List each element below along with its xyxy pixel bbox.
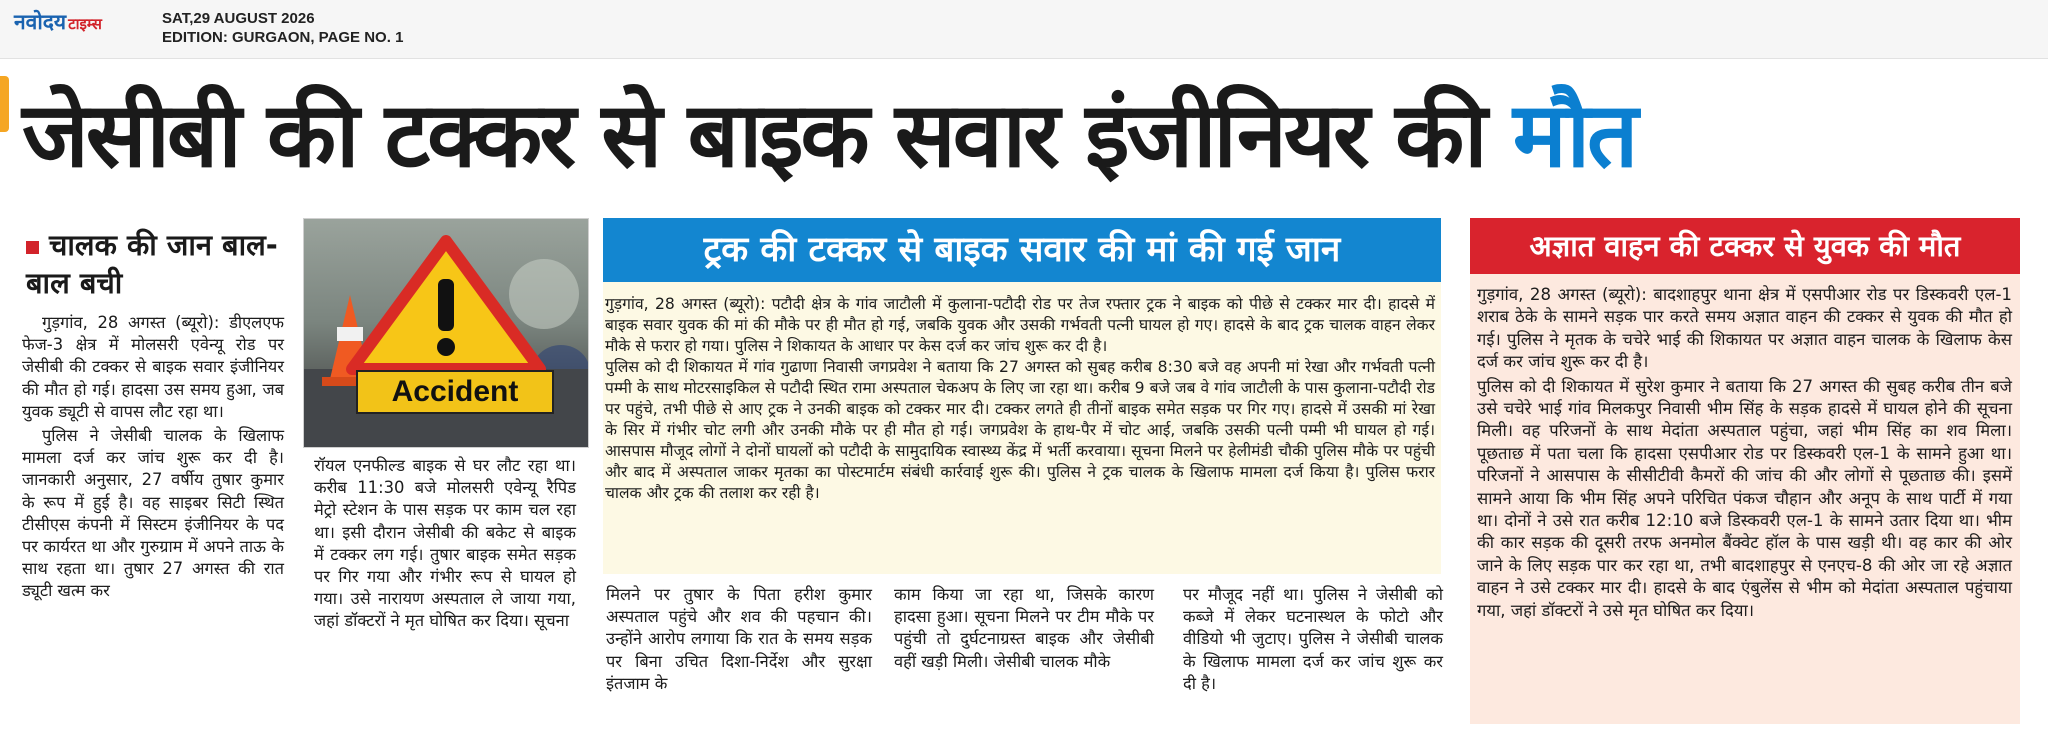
- story1-para-3: रॉयल एनफील्ड बाइक से घर लौट रहा था। करीब 11:30 बजे मोलसरी एवेन्यू रैपिड मेट्रो स्टेशन के पास सड़क पर काम चल रहा था। इसी दौरान जेसीबी की बकेट से बाइक में टक्कर लग गई। तुषार बाइक समेत सड़क पर गिर गया और गंभीर रूप से घायल हो गया। उसे नारायण अस्पताल ले जाया गया, जहां डॉक्टरों ने मृत घोषित कर दिया। सूचना: [314, 456, 576, 631]
- story1-subhead-text: चालक की जान बाल-बाल बची: [26, 228, 278, 300]
- story1-para-2: पुलिस ने जेसीबी चालक के खिलाफ मामला दर्ज कर जांच शुरू कर दी है। जानकारी अनुसार, 27 वर्षीय तुषार कुमार के रूप में हुई है। वह साइबर सिटी स्थित टीसीएस कंपनी में सिस्टम इंजीनियर के पद पर कार्यरत था और गुरुग्राम में अपने ताऊ के साथ रहता था। तुषार 27 अगस्त की रात ड्यूटी खत्म कर: [22, 426, 284, 601]
- story2-body: [605, 294, 1435, 504]
- accident-label: Accident: [356, 370, 554, 414]
- bullet-square-icon: [26, 241, 39, 254]
- story1-column-4: [894, 584, 1154, 675]
- story2-para-1: गुड़गांव, 28 अगस्त (ब्यूरो): पटौदी क्षेत्र के गांव जाटौली में कुलाना-पटौदी रोड पर तेज रफ्तार ट्रक ने बाइक को पीछे से टक्कर मार दी। हादसे में बाइक सवार युवक की मां की मौके पर ही मौत हो गई, जबकि युवक और उसकी गर्भवती पत्नी घायल हो गए। हादसे के बाद ट्रक चालक वाहन लेकर मौके से फरार हो गया। पुलिस ने शिकायत के आधार पर केस दर्ज कर जांच शुरू कर दी है।: [605, 295, 1435, 355]
- story3-para-1: गुड़गांव, 28 अगस्त (ब्यूरो): बादशाहपुर थाना क्षेत्र में एसपीआर रोड पर डिस्कवरी एल-1 शराब ठेके के सामने सड़क पार करते समय अज्ञात वाहन की टक्कर से युवक की मौत हो गई। पुलिस ने मृतक के चचेरे भाई की शिकायत पर अज्ञात वाहन चालक के खिलाफ केस दर्ज कर जांच शुरू कर दी है।: [1477, 285, 2012, 372]
- story3-para-2: पुलिस को दी शिकायत में सुरेश कुमार ने बताया कि 27 अगस्त की सुबह करीब तीन बजे उसे चचेरे भाई गांव मिलकपुर निवासी भीम सिंह के सड़क हादसे में घायल होने की सूचना मिली। वह परिजनों के साथ मेदांता अस्पताल पहुंचा, जहां भीम सिंह का शव मिला। पूछताछ में पता चला कि हादसा एसपीआर रोड पर डिस्कवरी एल-1 के सामने हुआ था। परिजनों ने आसपास के सीसीटीवी कैमरों की जांच की और लोगों से पूछताछ की। इसमें सामने आया कि भीम सिंह अपने परिचित पंकज चौहान और अनूप के साथ पार्टी में गया था। दोनों ने उसे रात करीब 12:10 बजे डिस्कवरी एल-1 के सामने उतार दिया था। भीम की कार सड़क की दूसरी तरफ अनमोल बैंक्वेट हॉल के पास खड़ी थी। वह कार की ओर जाने के लिए सड़क पार कर रहा था, तभी बादशाहपुर से एनएच-8 की ओर जा रहे अज्ञात वाहन ने उसे टक्कर मार दी। हादसे के बाद एंबुलेंस से भीम को मेदांता अस्पताल पहुंचाया गया, जहां डॉक्टरों ने उसे मृत घोषित कर दिया।: [1477, 376, 2012, 620]
- story2-para-2: पुलिस को दी शिकायत में गांव गुढाणा निवासी जगप्रवेश ने बताया कि 27 अगस्त को सुबह करीब 8:30 बजे वह अपनी मां रेखा और गर्भवती पत्नी पम्मी के साथ मोटरसाइकिल से पटौदी स्थित रामा अस्पताल चेकअप के लिए जा रहा था। करीब 9 बजे जब वे गांव जाटौली के पास कुलाना-पटौदी रोड पर पहुंचे, तभी पीछे से आए ट्रक ने उनकी बाइक को टक्कर मार दी। टक्कर लगते ही तीनों बाइक समेत सड़क पर गिर गए। हादसे में उसकी मां रेखा के सिर में गंभीर चोट लगी और उनकी मौके पर ही मौत हो गई। जगप्रवेश के हाथ-पैर में चोट आई, जबकि उसकी पत्नी पम्मी भी घायल हो गई। आसपास मौजूद लोगों ने दोनों घायलों को पटौदी के सामुदायिक स्वास्थ्य केंद्र में भर्ती करवाया। सूचना मिलने पर हेलीमंडी चौकी पुलिस मौके पर पहुंची और बाद में अस्पताल जाकर मृतका का पोस्टमार्टम संबंधी कार्रवाई शुरू की। पुलिस ने ट्रक चालक के खिलाफ मामला दर्ज किया है। पुलिस फरार चालक और ट्रक की तलाश कर रही है।: [605, 358, 1435, 502]
- headline-accent: मौत: [1512, 83, 1636, 188]
- story1-column-5: [1183, 584, 1443, 697]
- issue-date: SAT,29 AUGUST 2026: [162, 10, 315, 27]
- story1-para-5: काम किया जा रहा था, जिसके कारण हादसा हुआ। सूचना मिलने पर टीम मौके पर पहुंची तो दुर्घटनाग्रस्त बाइक और जेसीबी वहीं खड़ी मिली। जेसीबी चालक मौके: [894, 585, 1154, 671]
- logo-main: नवोदय: [14, 10, 67, 34]
- story3-title: अज्ञात वाहन की टक्कर से युवक की मौत: [1470, 218, 2020, 274]
- story1-column-3: [606, 584, 872, 697]
- story3-body: [1477, 284, 2012, 624]
- story1-column-2: [314, 455, 576, 635]
- warning-sign-icon: [346, 235, 546, 375]
- page-tab-marker: [0, 76, 9, 132]
- edition-info: [162, 9, 403, 47]
- story1-column-1: [22, 312, 284, 605]
- headline-main: जेसीबी की टक्कर से बाइक सवार इंजीनियर की: [22, 83, 1485, 188]
- logo-sub: टाइम्स: [68, 15, 102, 33]
- story1-para-4: मिलने पर तुषार के पिता हरीश कुमार अस्पताल पहुंचे और शव की पहचान की। उन्होंने आरोप लगाया कि रात के समय सड़क पर बिना उचित दिशा-निर्देश और सुरक्षा इंतजाम के: [606, 585, 872, 693]
- main-headline: [22, 62, 2032, 210]
- masthead-bar: [0, 0, 2048, 59]
- story2-title: ट्रक की टक्कर से बाइक सवार की मां की गई जान: [603, 218, 1441, 282]
- newspaper-logo[interactable]: [14, 8, 102, 36]
- story1-para-6: पर मौजूद नहीं था। पुलिस ने जेसीबी को कब्जे में लेकर घटनास्थल के फोटो और वीडियो भी जुटाए। पुलिस ने जेसीबी चालक के खिलाफ मामला दर्ज कर जांच शुरू कर दी है।: [1183, 585, 1443, 693]
- edition-line: EDITION: GURGAON, PAGE NO. 1: [162, 29, 404, 46]
- accident-photo: [303, 218, 589, 448]
- story1-para-1: गुड़गांव, 28 अगस्त (ब्यूरो): डीएलएफ फेज-3 क्षेत्र में मोलसरी एवेन्यू रोड पर जेसीबी की टक्कर से बाइक सवार इंजीनियर की मौत हो गई। हादसा उस समय हुआ, जब युवक ड्यूटी से वापस लौट रहा था।: [22, 313, 284, 421]
- story1-subhead: [26, 226, 296, 302]
